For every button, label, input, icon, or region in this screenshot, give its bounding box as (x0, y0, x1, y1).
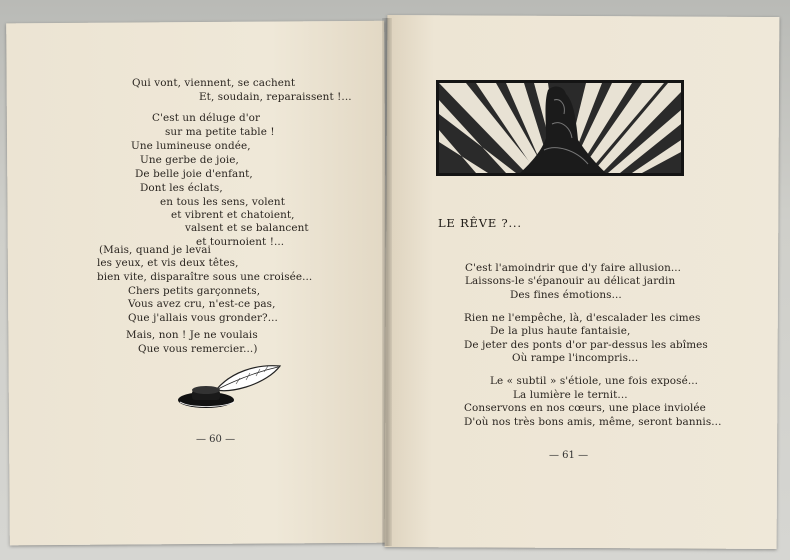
verse-line: Chers petits garçonnets, (128, 285, 261, 297)
verse-line: Que j'allais vous gronder?... (128, 312, 278, 324)
quill-inkwell-icon (176, 362, 284, 410)
poem-title: LE RÊVE ?... (438, 216, 522, 230)
verse-line: sur ma petite table ! (165, 126, 275, 138)
verse-line: en tous les sens, volent (160, 196, 285, 208)
verse-line: et tournoient !... (196, 236, 285, 248)
book-gutter (382, 18, 392, 546)
verse-line: D'où nos très bons amis, même, seront bannis... (464, 416, 722, 428)
verse-line: bien vite, disparaître sous une croisée... (97, 271, 313, 283)
verse-line: Que vous remercier...) (138, 343, 258, 355)
verse-line: Rien ne l'empêche, là, d'escalader les cimes (464, 312, 701, 324)
verse-line: (Mais, quand je levai (99, 244, 211, 256)
page-number-left: — 60 — (196, 434, 236, 445)
verse-line: De jeter des ponts d'or par-dessus les abîmes (464, 339, 708, 351)
verse-line: Dont les éclats, (140, 182, 223, 194)
verse-line: De belle joie d'enfant, (135, 168, 253, 180)
verse-line: Une gerbe de joie, (140, 154, 239, 166)
verse-line: Une lumineuse ondée, (131, 140, 251, 152)
verse-line: et vibrent et chatoient, (171, 209, 295, 221)
verse-line: les yeux, et vis deux têtes, (97, 257, 239, 269)
verse-line: Vous avez cru, n'est-ce pas, (128, 298, 276, 310)
verse-line: Où rampe l'incompris... (512, 352, 639, 364)
verse-line: Le « subtil » s'étiole, une fois exposé... (490, 375, 699, 387)
verse-line: Laissons-le s'épanouir au délicat jardin (465, 275, 676, 287)
verse-line: Conservons en nos cœurs, une place inviolée (464, 402, 706, 414)
figure-in-light-rays-woodcut (436, 80, 684, 176)
verse-line: valsent et se balancent (185, 222, 309, 234)
verse-line: C'est l'amoindrir que d'y faire allusion... (465, 262, 682, 274)
verse-line: C'est un déluge d'or (152, 112, 261, 124)
verse-line: Et, soudain, reparaissent !... (199, 91, 352, 103)
verse-line: La lumière le ternit... (513, 389, 628, 401)
verse-line: Mais, non ! Je ne voulais (126, 329, 258, 341)
page-number-right: — 61 — (549, 450, 589, 461)
verse-line: Qui vont, viennent, se cachent (132, 77, 296, 89)
verse-line: Des fines émotions... (510, 289, 622, 301)
verse-line: De la plus haute fantaisie, (490, 325, 631, 337)
